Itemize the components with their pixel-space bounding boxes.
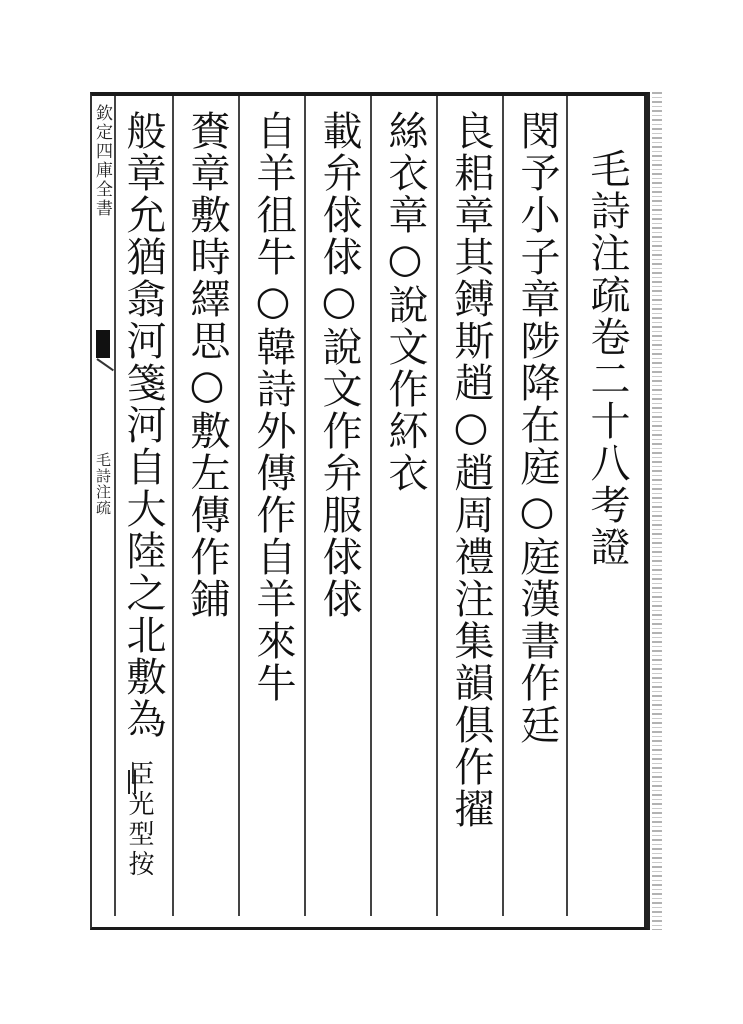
text-column-2: 良耜章其鎛斯趙○趙周禮注集韻俱作擢	[448, 110, 494, 830]
text-column-7: 般章允猶翕河箋河自大陸之北敷為	[120, 110, 166, 740]
column-rule	[172, 96, 174, 916]
document-title: 毛詩注疏卷二十八考證	[584, 148, 630, 568]
column-rule	[238, 96, 240, 916]
column-rule	[114, 96, 116, 916]
column-rule	[304, 96, 306, 916]
fishtail-mark	[96, 330, 110, 358]
text-column-5: 自羊徂牛○韓詩外傳作自羊來牛	[250, 110, 296, 704]
banxin-top-text: 欽定四庫全書	[92, 104, 112, 218]
banxin-book-title: 毛詩注疏	[94, 452, 112, 516]
text-column-6: 賚章敷時繹思○敷左傳作鋪	[184, 110, 230, 620]
column-rule	[502, 96, 504, 916]
editor-note: 臣光型按	[124, 760, 154, 880]
binding-edge	[652, 92, 662, 930]
text-column-3: 絲衣章○說文作紑衣	[382, 110, 428, 494]
text-column-4: 載弁俅俅○說文作弁服俅俅	[316, 110, 362, 620]
column-rule	[370, 96, 372, 916]
column-rule	[436, 96, 438, 916]
column-rule	[566, 96, 568, 916]
text-column-1: 閔予小子章陟降在庭○庭漢書作廷	[514, 110, 560, 746]
